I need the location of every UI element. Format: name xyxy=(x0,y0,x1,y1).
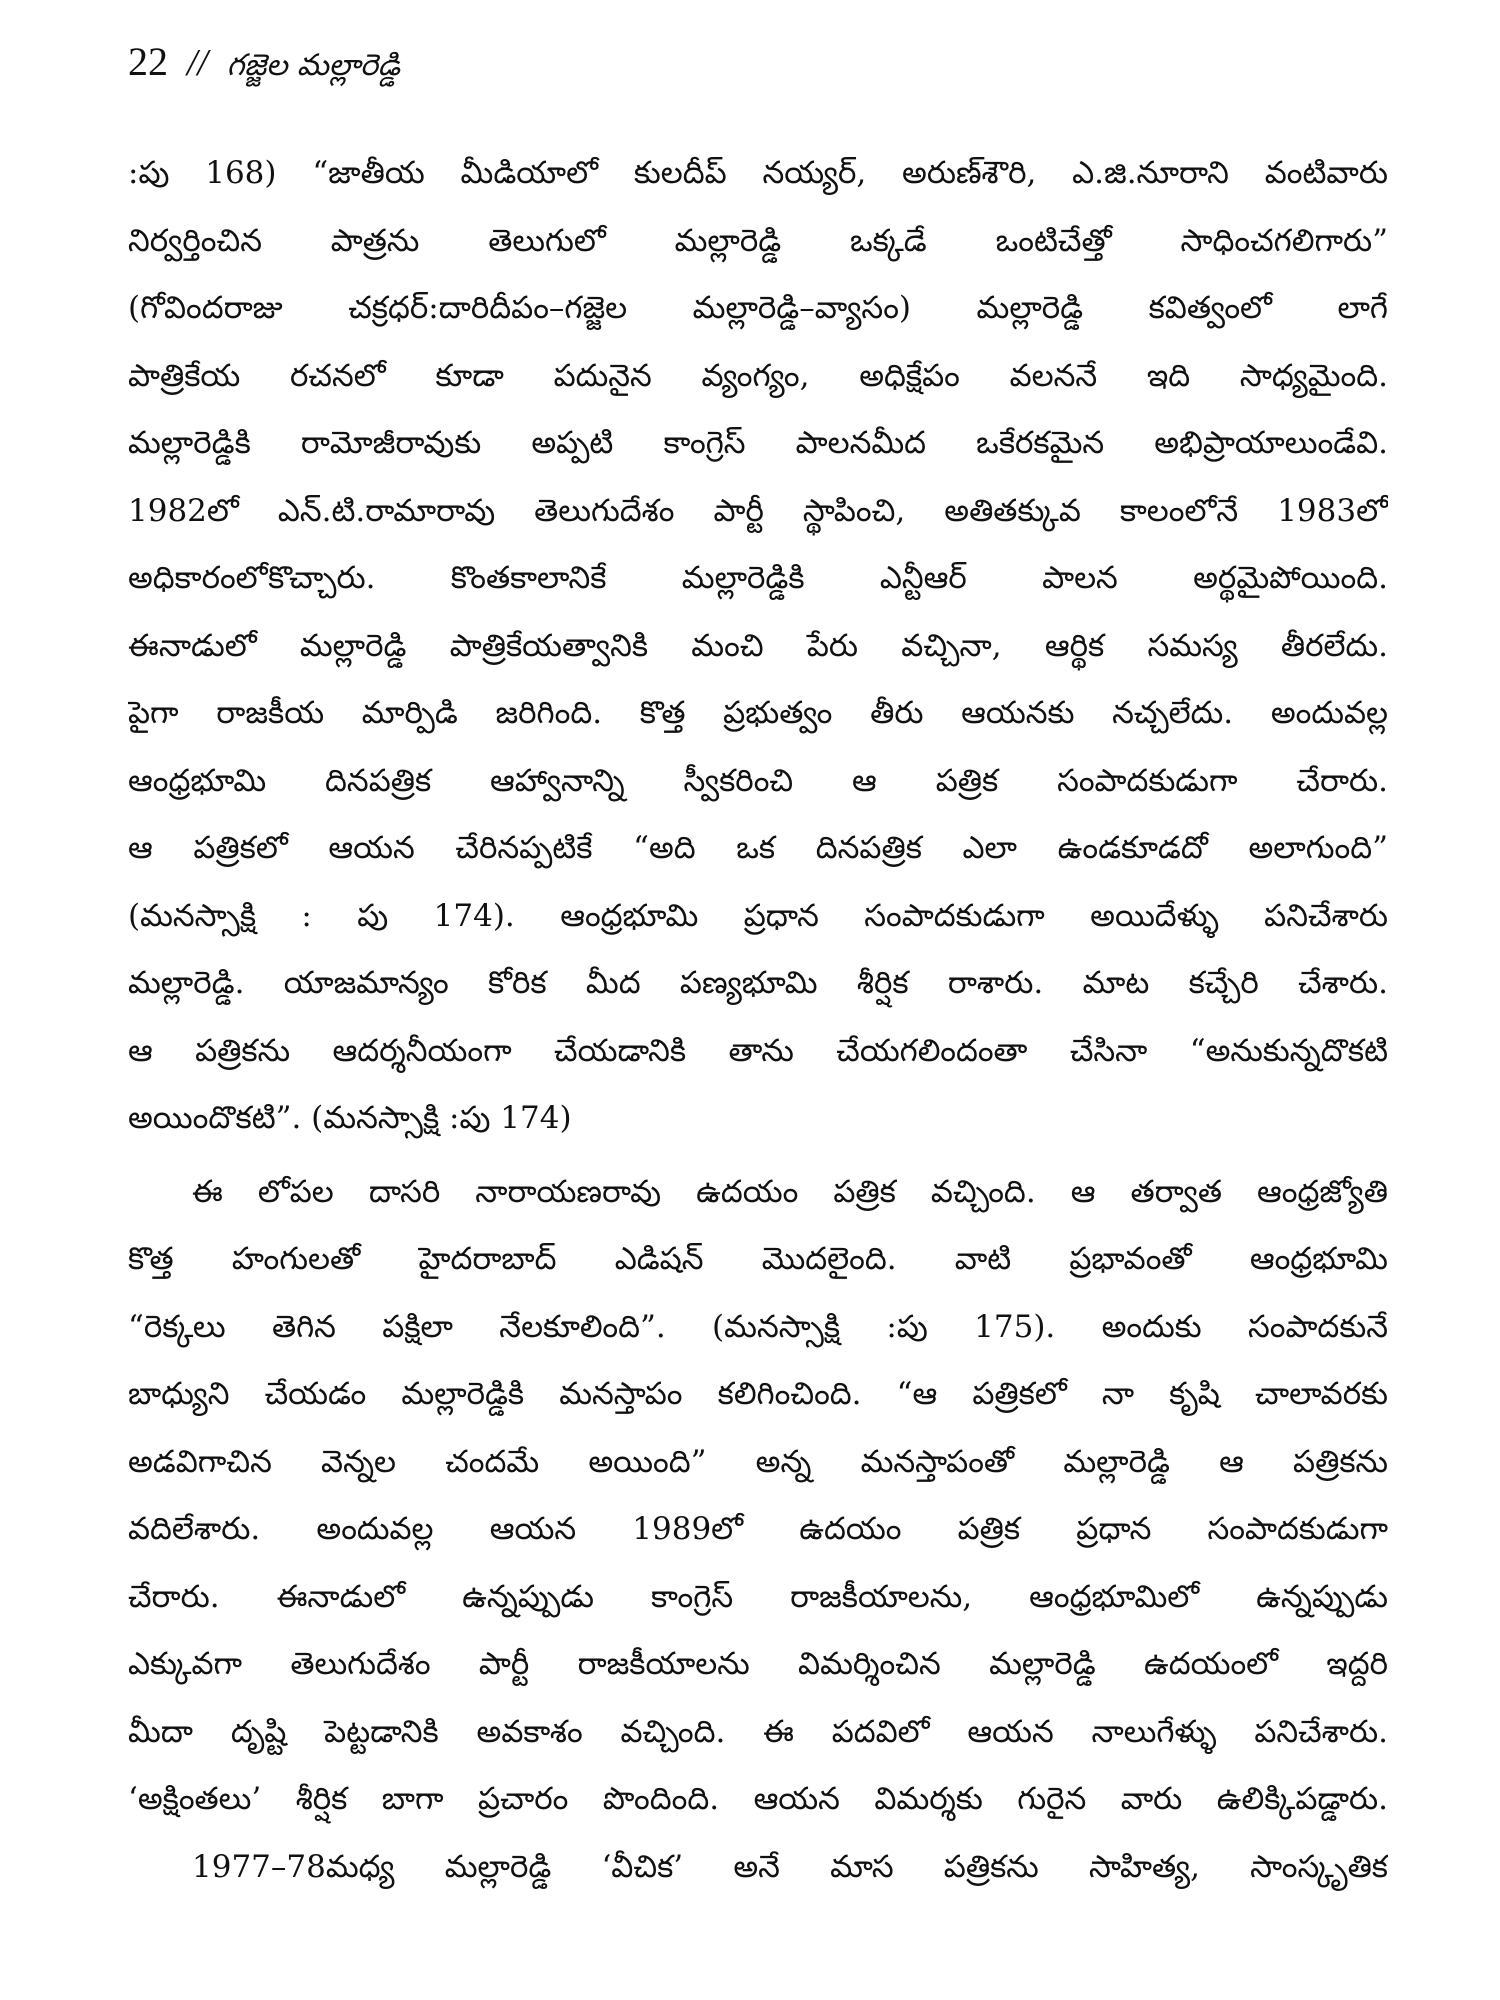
text-line: ఆంధ్రభూమి దినపత్రిక ఆహ్వానాన్ని స్వీకరించి ఆ పత్రిక సంపాదకుడుగా చేరారు. xyxy=(128,762,1388,799)
text-line: 1982లో ఎన్.టి.రామారావు తెలుగుదేశం పార్టీ స్థాపించి, అతితక్కువ కాలంలోనే 1983లో xyxy=(128,492,1388,529)
text-line: ‘అక్షింతలు’ శీర్షిక బాగా ప్రచారం పొందింది. ఆయన విమర్శకు గురైన వారు ఉలిక్కిపడ్డారు. xyxy=(128,1781,1388,1817)
text-line: బాధ్యుని చేయడం మల్లారెడ్డికి మనస్తాపం కలిగించింది. “ఆ పత్రికలో నా కృషి చాలావరకు xyxy=(128,1376,1388,1412)
text-line: అయిందొకటి”. (మనస్సాక్షి :పు 174) xyxy=(128,1100,572,1136)
text-line: నిర్వర్తించిన పాత్రను తెలుగులో మల్లారెడ్డి ఒక్కడే ఒంటిచేత్తో సాధించగలిగారు” xyxy=(128,222,1388,259)
text-line: ఈ లోపల దాసరి నారాయణరావు ఉదయం పత్రిక వచ్చింది. ఆ తర్వాత ఆంధ్రజ్యోతి xyxy=(192,1173,1388,1210)
text-line: ఆ పత్రికను ఆదర్శనీయంగా చేయడానికి తాను చేయగలిందంతా చేసినా “అనుకున్నదొకటి xyxy=(128,1032,1388,1069)
text-line: (మనస్సాక్షి : పు 174). ఆంధ్రభూమి ప్రధాన సంపాదకుడుగా అయిదేళ్ళు పనిచేశారు xyxy=(128,897,1388,934)
text-line: ఈనాడులో మల్లారెడ్డి పాత్రికేయత్వానికి మంచి పేరు వచ్చినా, ఆర్థిక సమస్య తీరలేదు. xyxy=(128,627,1388,664)
text-line: వదిలేశారు. అందువల్ల ఆయన 1989లో ఉదయం పత్రిక ప్రధాన సంపాదకుడుగా xyxy=(128,1511,1388,1547)
text-line: అడవిగాచిన వెన్నల చందమే అయింది” అన్న మనస్తాపంతో మల్లారెడ్డి ఆ పత్రికను xyxy=(128,1443,1388,1480)
text-line: పైగా రాజకీయ మార్పిడి జరిగింది. కొత్త ప్రభుత్వం తీరు ఆయనకు నచ్చలేదు. అందువల్ల xyxy=(128,695,1388,731)
text-line: మీదా దృష్టి పెట్టడానికి అవకాశం వచ్చింది. ఈ పదవిలో ఆయన నాలుగేళ్ళు పనిచేశారు. xyxy=(128,1713,1388,1750)
text-line: 1977–78మధ్య మల్లారెడ్డి ‘వీచిక’ అనే మాస పత్రికను సాహిత్య, సాంస్కృతిక xyxy=(192,1848,1388,1885)
body-text xyxy=(128,140,1388,1901)
text-line: మల్లారెడ్డికి రామోజీరావుకు అప్పటి కాంగ్రెస్ పాలనమీద ఒకేరకమైన అభిప్రాయాలుండేవి. xyxy=(128,425,1388,461)
text-line: చేరారు. ఈనాడులో ఉన్నప్పుడు కాంగ్రెస్ రాజకీయాలను, ఆంధ్రభూమిలో ఉన్నప్పుడు xyxy=(128,1578,1388,1615)
paragraph-1 xyxy=(128,140,1388,1153)
text-line: పాత్రికేయ రచనలో కూడా పదునైన వ్యంగ్యం, అధిక్షేపం వలననే ఇది సాధ్యమైంది. xyxy=(128,357,1388,394)
text-line: (గోవిందరాజు చక్రధర్:దారిదీపం–గజ్జెల మల్లారెడ్డి–వ్యాసం) మల్లారెడ్డి కవిత్వంలో లాగే xyxy=(128,290,1388,326)
text-line: కొత్త హంగులతో హైదరాబాద్ ఎడిషన్ మొదలైంది. వాటి ప్రభావంతో ఆంధ్రభూమి xyxy=(128,1241,1388,1277)
page-number: 22 xyxy=(128,39,168,84)
text-line: ఎక్కువగా తెలుగుదేశం పార్టీ రాజకీయాలను విమర్శించిన మల్లారెడ్డి ఉదయంలో ఇద్దరి xyxy=(128,1646,1388,1682)
text-line: మల్లారెడ్డి. యాజమాన్యం కోరిక మీద పణ్యభూమి శీర్షిక రాశారు. మాట కచ్చేరి చేశారు. xyxy=(128,965,1388,1001)
header-separator: // xyxy=(186,42,208,84)
text-line: :పు 168) “జాతీయ మీడియాలో కులదీప్ నయ్యర్, అరుణ్‌శౌరి, ఎ.జి.నూరాని వంటివారు xyxy=(128,155,1388,191)
text-line: ఆ పత్రికలో ఆయన చేరినప్పటికే “అది ఒక దినపత్రిక ఎలా ఉండకూడదో అలాగుంది” xyxy=(128,830,1388,866)
running-head xyxy=(128,38,400,90)
book-title: గజ్జెల మల్లారెడ్డి xyxy=(226,48,401,83)
text-line: “రెక్కలు తెగిన పక్షిలా నేలకూలింది”. (మనస్సాక్షి :పు 175). అందుకు సంపాదకునే xyxy=(128,1308,1388,1345)
paragraph-2 xyxy=(128,1159,1388,1834)
paragraph-3 xyxy=(128,1834,1388,1902)
text-line: అధికారంలోకొచ్చారు. కొంతకాలానికే మల్లారెడ్డికి ఎన్టీఆర్ పాలన అర్థమైపోయింది. xyxy=(128,560,1388,596)
